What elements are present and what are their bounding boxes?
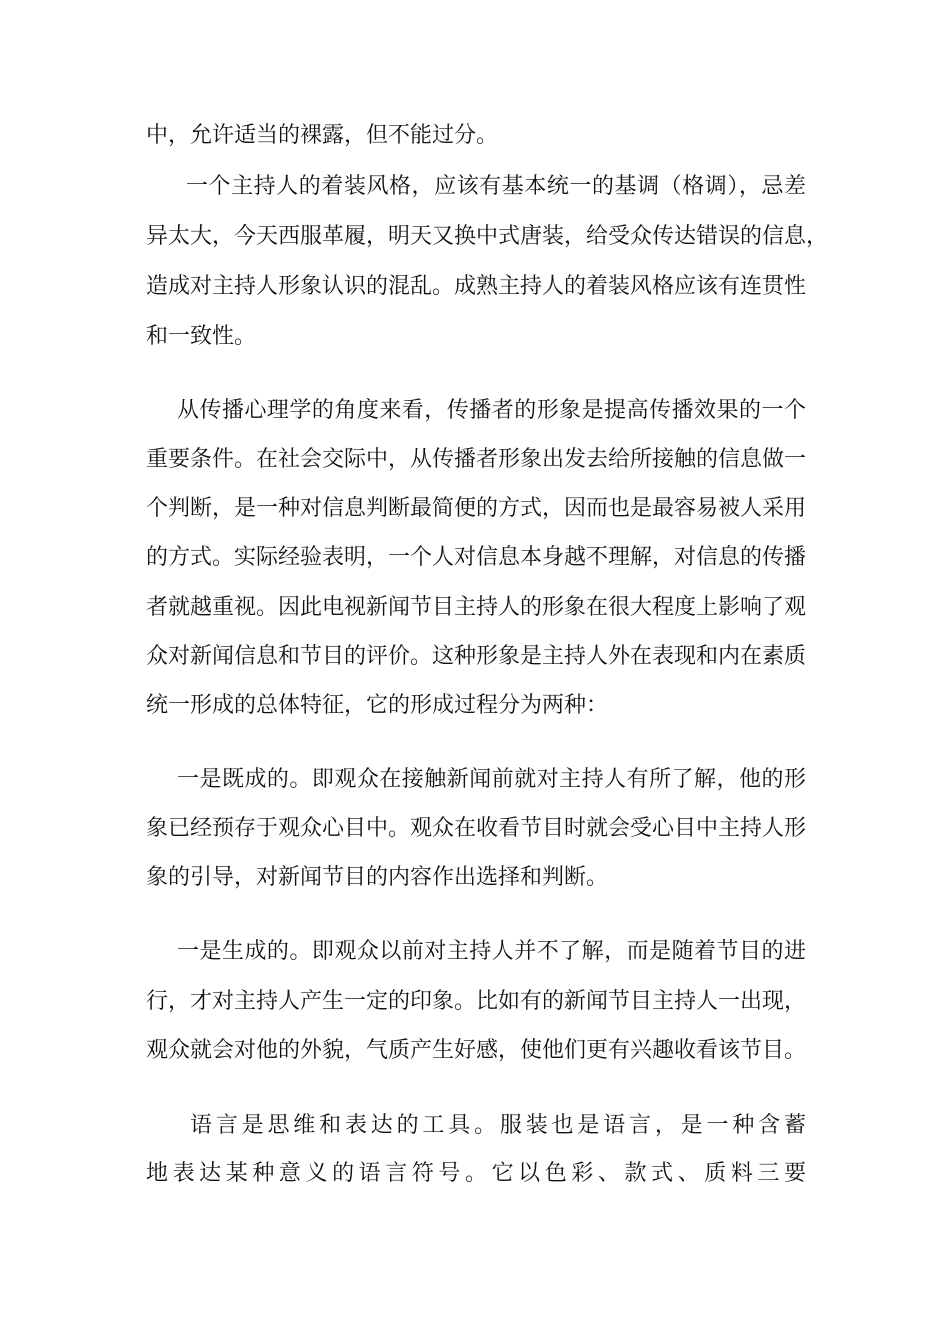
text-line: 观众就会对他的外貌，气质产生好感，使他们更有兴趣收看该节目。 [146,1038,807,1063]
text-line: 统一形成的总体特征，它的形成过程分为两种： [146,693,609,718]
text-line: 象已经预存于观众心目中。观众在收看节目时就会受心目中主持人形 [146,816,807,841]
text-line: 一是生成的。即观众以前对主持人并不了解，而是随着节目的进 [177,939,806,964]
text-line: 从传播心理学的角度来看，传播者的形象是提高传播效果的一个 [177,398,806,423]
text-line: 重要条件。在社会交际中，从传播者形象出发去给所接触的信息做一 [146,447,807,472]
text-line: 地表达某种意义的语言符号。它以色彩、款式、质料三要 [146,1161,806,1186]
text-line: 中，允许适当的裸露，但不能过分。 [146,123,499,148]
text-line: 的方式。实际经验表明，一个人对信息本身越不理解，对信息的传播 [146,545,807,570]
text-line: 造成对主持人形象认识的混乱。成熟主持人的着装风格应该有连贯性 [146,274,807,299]
text-line: 象的引导，对新闻节目的内容作出选择和判断。 [146,865,609,890]
text-line: 一个主持人的着装风格，应该有基本统一的基调（格调），忌差 [186,174,806,199]
text-line: 语言是思维和表达的工具。服装也是语言，是一种含蓄 [190,1113,806,1138]
text-line: 众对新闻信息和节目的评价。这种形象是主持人外在表现和内在素质 [146,644,807,669]
text-line: 和一致性。 [146,324,257,349]
text-line: 异太大，今天西服革履，明天又换中式唐装，给受众传达错误的信息， [146,224,829,249]
text-line: 行，才对主持人产生一定的印象。比如有的新闻节目主持人一出现， [146,989,807,1014]
text-line: 一是既成的。即观众在接触新闻前就对主持人有所了解，他的形 [177,767,806,792]
text-line: 个判断，是一种对信息判断最简便的方式，因而也是最容易被人采用 [146,496,807,521]
text-line: 者就越重视。因此电视新闻节目主持人的形象在很大程度上影响了观 [146,595,807,620]
